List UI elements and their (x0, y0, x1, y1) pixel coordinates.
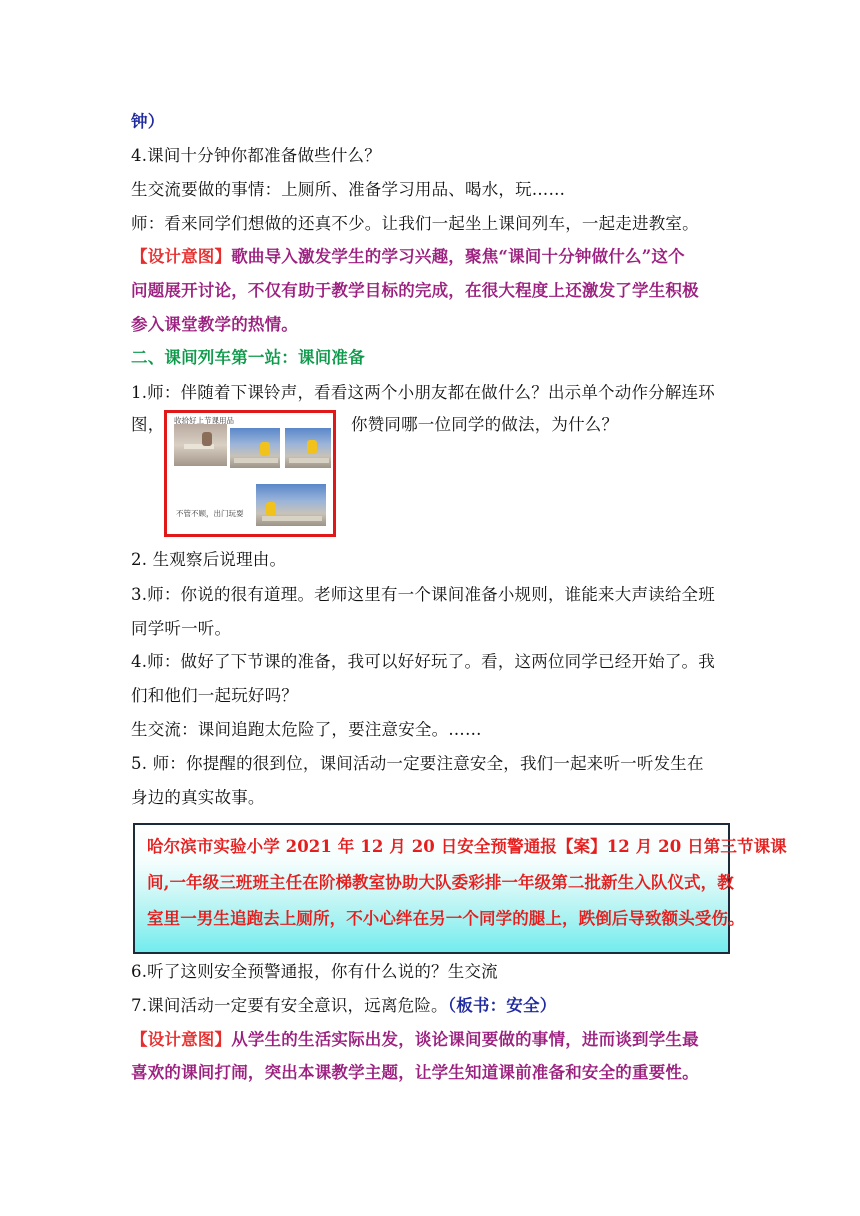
comic-panel (255, 483, 327, 527)
comic-caption: 不管不顾，出门玩耍 (176, 509, 244, 518)
text-line: 同学听一听。 (131, 619, 232, 638)
text-line: 3.师：你说的很有道理。老师这里有一个课间准备小规则，谁能来大声读给全班 (131, 585, 715, 604)
notice-text: 间,一年级三班班主任在阶梯教室协助大队委彩排一年级第二批新生入队仪式，教 (147, 873, 734, 892)
design-intent-text: 问题展开讨论，不仅有助于教学目标的完成，在很大程度上还激发了学生积极 (131, 281, 699, 300)
text-line: 你赞同哪一位同学的做法，为什么？ (351, 415, 619, 434)
text-line: 身边的真实故事。 (131, 788, 265, 807)
text-line: 师：看来同学们想做的还真不少。让我们一起坐上课间列车，一起走进教室。 (131, 214, 699, 233)
comic-panel (173, 423, 228, 467)
notice-text: 室里一男生追跑去上厕所，不小心绊在另一个同学的腿上，跌倒后导致额头受伤。 (147, 909, 745, 928)
text-line-main: 7.课间活动一定要有安全意识，远离危险。 (131, 996, 448, 1015)
text-line (131, 994, 556, 1018)
design-intent-tag: 【设计意图】 (131, 1030, 232, 1049)
section-heading: 二、课间列车第一站：课间准备 (131, 348, 365, 367)
text-line: 6.听了这则安全预警通报，你有什么说的？生交流 (131, 962, 498, 981)
design-intent-text: 喜欢的课间打闹，突出本课教学主题，让学生知道课前准备和安全的重要性。 (131, 1063, 699, 1082)
text-line: 们和他们一起玩好吗？ (131, 686, 298, 705)
comic-strip-image (164, 410, 336, 537)
text-line: 4.课间十分钟你都准备做些什么？ (131, 146, 381, 165)
text-line: 4.师：做好了下节课的准备，我可以好好玩了。看，这两位同学已经开始了。我 (131, 652, 715, 671)
design-intent-text: 从学生的生活实际出发，谈论课间要做的事情，进而谈到学生最 (231, 1030, 699, 1049)
text-line: 5. 师：你提醒的很到位，课间活动一定要注意安全，我们一起来听一听发生在 (131, 754, 704, 773)
text-line: 2. 生观察后说理由。 (131, 550, 287, 569)
text-line: 钟） (131, 112, 165, 131)
blackboard-note: （板书：安全） (447, 996, 557, 1015)
text-line: 生交流要做的事情：上厕所、准备学习用品、喝水，玩…… (131, 180, 566, 199)
text-line: 1.师：伴随着下课铃声，看看这两个小朋友都在做什么？出示单个动作分解连环 (131, 383, 715, 402)
design-intent-tag: 【设计意图】 (131, 247, 232, 266)
design-intent-text: 参入课堂教学的热情。 (131, 315, 298, 334)
text-line: 生交流：课间追跑太危险了，要注意安全。…… (131, 720, 482, 739)
design-intent-text: 歌曲导入激发学生的学习兴趣，聚焦“课间十分钟做什么”这个 (231, 247, 685, 266)
safety-notice-box (133, 823, 787, 954)
design-intent-line (131, 245, 685, 269)
comic-panel (284, 427, 332, 469)
comic-panel (229, 427, 281, 469)
design-intent-line (131, 1028, 699, 1052)
comic-caption: 收拾好上节课用品 (174, 416, 234, 425)
notice-text: 哈尔滨市实验小学 2021 年 12 月 20 日安全预警通报【案】12 月 20 日第三节课课 (147, 837, 787, 856)
text-line: 图， (131, 415, 165, 434)
